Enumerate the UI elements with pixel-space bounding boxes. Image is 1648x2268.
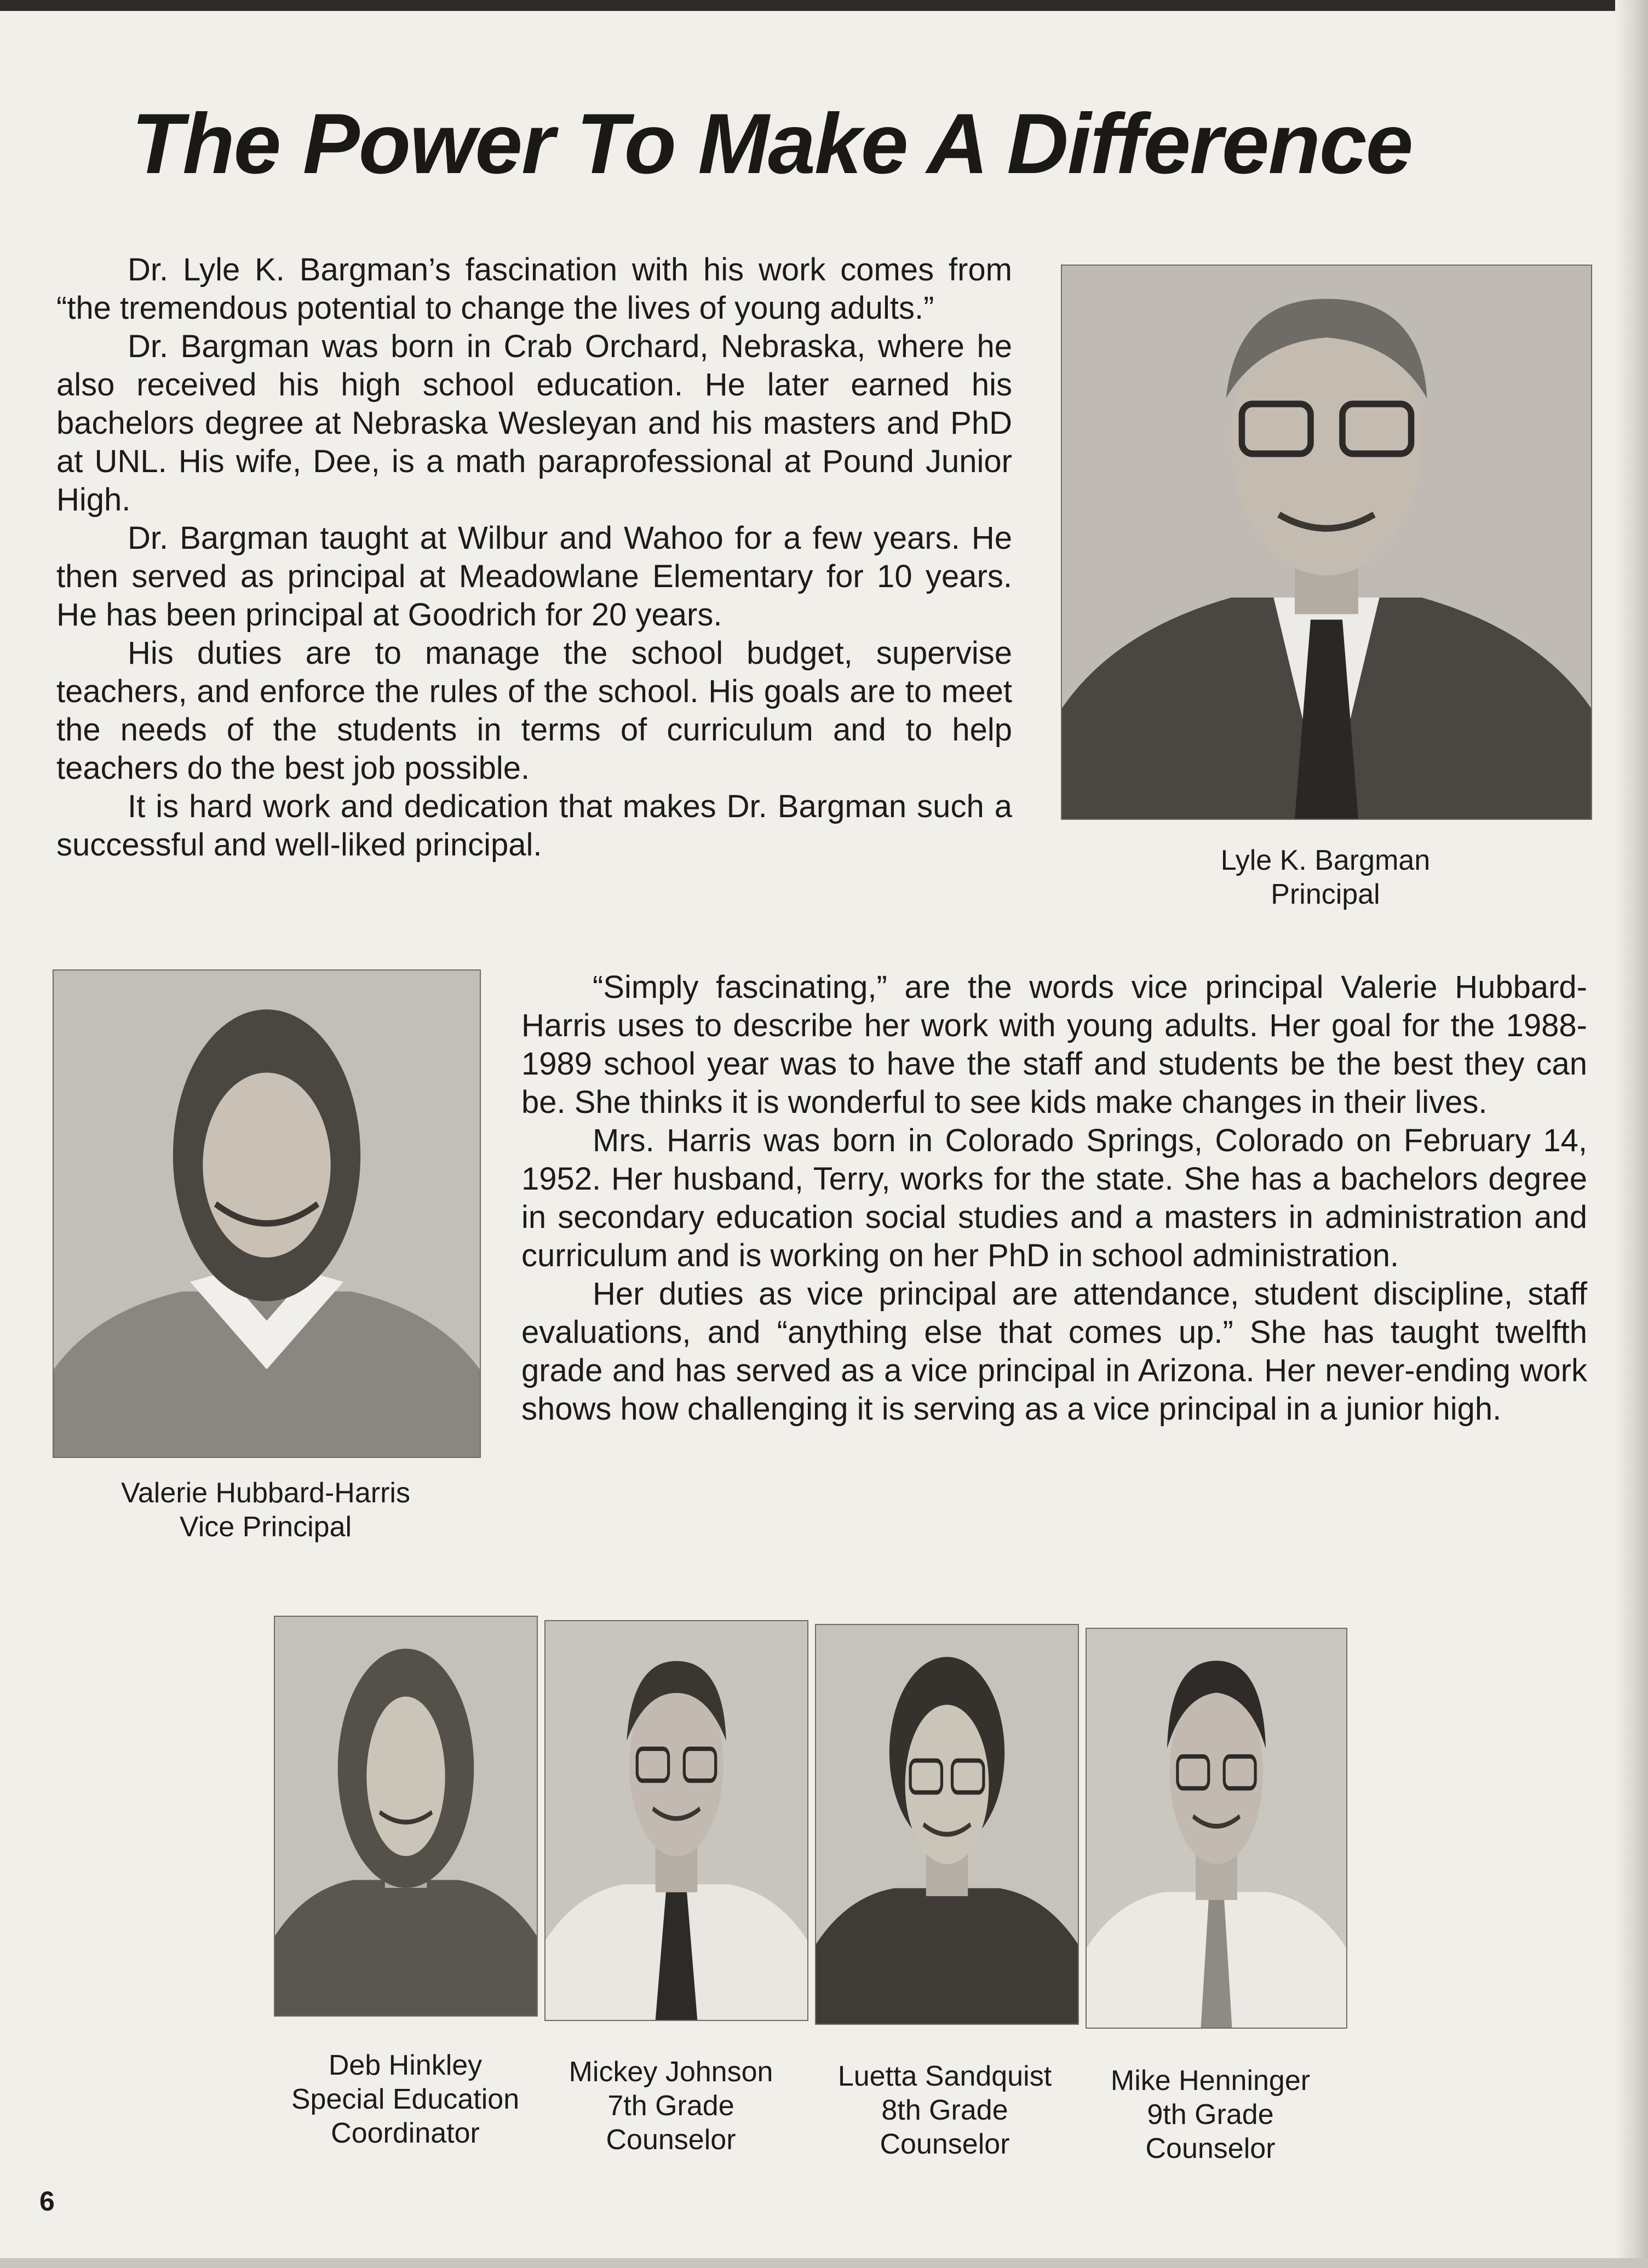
top-edge <box>0 0 1648 11</box>
caption-role: Principal <box>1271 879 1380 910</box>
caption-role: Counselor <box>606 2124 736 2156</box>
bargman-paragraph: It is hard work and dedication that makes Dr. Bargman such a successful and well-liked principal. <box>56 789 1012 863</box>
bargman-paragraph: Dr. Lyle K. Bargman’s fascination with his work comes from “the tremendous potential to change the lives of young adults.” <box>56 252 1012 326</box>
hubbard-harris-caption <box>66 1476 466 1544</box>
caption-role: Coordinator <box>331 2117 480 2149</box>
caption-name: Mickey Johnson <box>569 2056 773 2088</box>
caption-role: Counselor <box>880 2128 1010 2160</box>
caption-name: Valerie Hubbard-Harris <box>121 1477 410 1509</box>
caption-name: Lyle K. Bargman <box>1220 845 1431 876</box>
hubbard-paragraph: Her duties as vice principal are attendance, student discipline, staff evaluations, and “anything else that comes up.” She has taught twelfth grade and has served as a vice principal in Arizona. Her never-ending work shows how challenging it is serving as a vice principal in a junior high. <box>521 1276 1587 1427</box>
hubbard-paragraph: Mrs. Harris was born in Colorado Springs, Colorado on February 14, 1952. Her husband, Terry, works for the state. She has a bachelors degree in secondary education social studies and a masters in administration and curriculum and is working on her PhD in school administration. <box>521 1123 1587 1273</box>
caption-role: 8th Grade <box>881 2094 1008 2126</box>
counselor-caption-hinkley <box>263 2048 548 2150</box>
hubbard-harris-article <box>521 968 1587 1428</box>
counselor-caption-sandquist <box>802 2059 1087 2161</box>
caption-role: 9th Grade <box>1147 2099 1274 2131</box>
bargman-caption <box>1117 843 1534 911</box>
hubbard-harris-photo <box>53 969 481 1458</box>
page-spine-shadow <box>1615 0 1648 2268</box>
caption-name: Luetta Sandquist <box>837 2060 1052 2092</box>
page-title: The Power To Make A Difference <box>131 96 1412 192</box>
hubbard-paragraph: “Simply fascinating,” are the words vice principal Valerie Hubbard-Harris uses to describe her work with young adults. Her goal for the 1988-1989 school year was to have the staff and students be the best they can be. She thinks it is wonderful to see kids make changes in their lives. <box>521 969 1587 1120</box>
caption-role: Special Education <box>291 2083 520 2115</box>
bargman-paragraph: His duties are to manage the school budget, supervise teachers, and enforce the rules of the school. His goals are to meet the needs of the students in terms of curriculum and to help teachers do the best job possible. <box>56 635 1012 786</box>
counselor-photo-hinkley <box>274 1616 538 2017</box>
bargman-paragraph: Dr. Bargman taught at Wilbur and Wahoo for a few years. He then served as principal at Meadowlane Elementary for 10 years. He has been principal at Goodrich for 20 years. <box>56 520 1012 633</box>
counselor-caption-henninger <box>1073 2064 1347 2166</box>
caption-name: Deb Hinkley <box>328 2049 483 2081</box>
counselor-photo-johnson <box>544 1620 808 2021</box>
bargman-photo <box>1061 265 1592 820</box>
bottom-edge <box>0 2258 1648 2268</box>
caption-name: Mike Henninger <box>1110 2065 1311 2097</box>
caption-role: Counselor <box>1145 2133 1276 2164</box>
caption-role: Vice Principal <box>179 1511 352 1543</box>
caption-role: 7th Grade <box>607 2090 734 2122</box>
counselor-caption-johnson <box>534 2055 808 2157</box>
bargman-article <box>56 251 1012 864</box>
counselor-photo-sandquist <box>815 1624 1079 2025</box>
page-number: 6 <box>39 2186 55 2217</box>
bargman-paragraph: Dr. Bargman was born in Crab Orchard, Nebraska, where he also received his high school education. He later earned his bachelors degree at Nebraska Wesleyan and his masters and PhD at UNL. His wife, Dee, is a math paraprofessional at Pound Junior High. <box>56 329 1012 518</box>
counselor-photo-henninger <box>1086 1628 1347 2029</box>
